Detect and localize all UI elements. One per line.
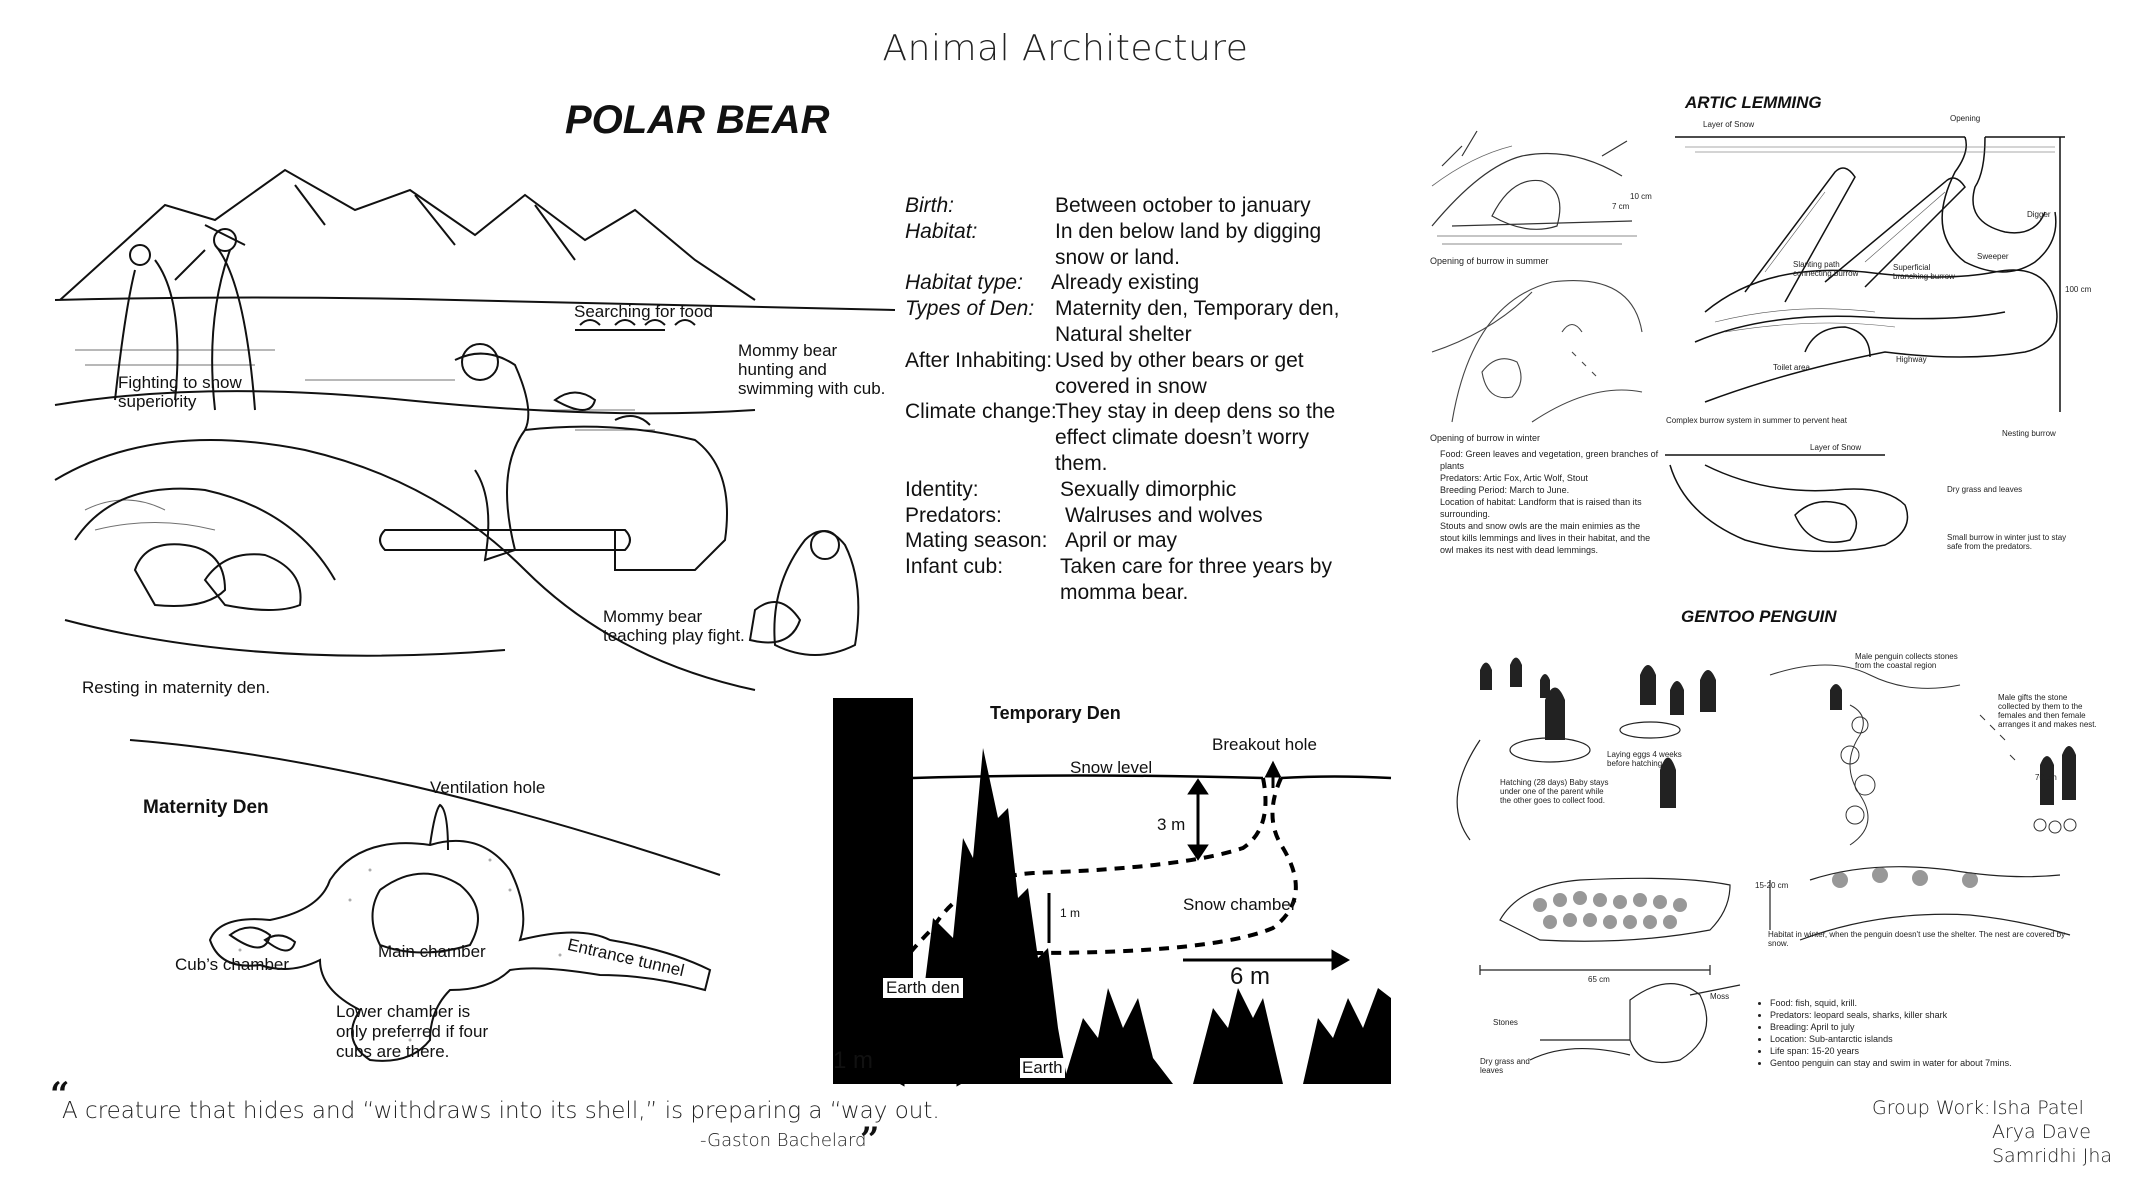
opening-label: Opening (1950, 114, 1981, 123)
fact-value: They stay in deep dens so the effect climate doesn’t worry them. (1055, 400, 1336, 475)
penguin-info-item: • Gentoo penguin can stay and swim in water for about 7mins. (1770, 1057, 2070, 1069)
width-6m-label: 6 m (1230, 963, 1271, 990)
cubs-chamber-label: Cub’s chamber (175, 955, 290, 974)
slanting-path-label: Slanting path connecting burrow (1793, 260, 1859, 278)
lemming-summer-illustration (1432, 126, 1647, 256)
lemming-winter-illustration (1432, 272, 1652, 432)
fact-key: Identity: (905, 477, 979, 501)
lemming-info-item: Breeding Period: March to June. (1440, 485, 1570, 495)
page-title: Animal Architecture (882, 28, 1249, 69)
penguin-info-item: • Life span: 15-20 years (1770, 1045, 2070, 1057)
nesting-burrow-label: Nesting burrow (2002, 429, 2056, 438)
dim-65cm-label: 65 cm (1588, 975, 1610, 984)
credit-name: Samridhi Jha (1992, 1145, 2113, 1167)
penguin-heading: GENTOO PENGUIN (1681, 607, 1837, 626)
collects-stones-label: Male penguin collects stones from the coastal region (1855, 652, 1958, 670)
credit-name: Isha Patel (1992, 1097, 2084, 1119)
snow-level-label: Snow level (1070, 758, 1153, 777)
entrance-tunnel-label: Entrance tunnel (565, 935, 687, 981)
fact-value: Already existing (1051, 271, 1200, 295)
layer-snow-label: Layer of Snow (1703, 120, 1755, 129)
penguin-colony-illustration (1440, 640, 1770, 840)
temporary-den-illustration (833, 698, 1391, 1084)
quote-open-mark: “ (50, 1075, 70, 1115)
gifts-stones-label: Male gifts the stone collected by them to the females and then female arranges it and makes nest. (1998, 693, 2097, 729)
credit-name: Arya Dave (1992, 1121, 2091, 1143)
lemming-winter-burrow-illustration (1665, 445, 1955, 560)
fact-value: Walruses and wolves (1065, 503, 1263, 527)
dim-7cm-label: 7 cm (1612, 202, 1630, 211)
fact-row (905, 270, 1365, 296)
penguin-info-item: • Predators: leopard seals, sharks, killer shark (1770, 1009, 2070, 1021)
dry-grass-label: Dry grass and leaves (1947, 485, 2023, 494)
depth-1m-label: 1 m (1060, 906, 1081, 920)
earth-label: Earth (1022, 1058, 1063, 1077)
fact-row (905, 554, 1365, 606)
fact-key: Habitat type: (905, 271, 1023, 295)
polar-bear-scene-illustration (55, 150, 895, 710)
fact-key: Infant cub: (905, 555, 1004, 579)
lemming-info-item: Location of habitat: Landform that is raised than its surrounding. (1440, 497, 1642, 519)
fact-value: Maternity den, Temporary den, Natural shelter (1055, 297, 1340, 346)
mommy-hunting-label: Mommy bear hunting and swimming with cub. (738, 341, 886, 398)
teaching-label: Mommy bear teaching play fight. (603, 607, 745, 645)
fact-key: Climate change: (905, 400, 1057, 424)
width-1m-label: 1 m (833, 1047, 874, 1074)
searching-food-label: Searching for food (574, 302, 713, 321)
digger-label: Digger (2027, 210, 2051, 219)
resting-label: Resting in maternity den. (82, 678, 271, 697)
lower-chamber-label: Lower chamber is only preferred if four cubs are there. (336, 1002, 489, 1061)
fact-row (905, 528, 1365, 554)
polar-bear-facts (905, 193, 1365, 606)
summer-burrow-label: Opening of burrow in summer (1430, 256, 1549, 266)
highway-label: Highway (1896, 355, 1927, 364)
quote-text: A creature that hides and “withdraws into its shell,” is preparing a “way out. (62, 1098, 940, 1124)
quote-author: -Gaston Bachelard (700, 1130, 867, 1151)
small-burrow-label: Small burrow in winter just to stay safe from the predators. (1947, 533, 2067, 551)
laying-eggs-label: Laying eggs 4 weeks before hatching (1607, 750, 1682, 768)
winter-habitat-label: Habitat in winter, when the penguin doesn't use the shelter. The nest are covered by snow. (1768, 930, 2066, 948)
fact-value: Taken care for three years by momma bear. (1060, 555, 1332, 604)
lemming-info (1440, 448, 1660, 556)
grass-label: Dry grass and leaves (1480, 1057, 1530, 1075)
fact-value: Between october to january (1055, 194, 1311, 217)
penguin-info-item: • Breading: April to july (1770, 1021, 2070, 1033)
superficial-label: Superficial branching burrow (1893, 263, 1955, 281)
winter-burrow-label: Opening of burrow in winter (1430, 433, 1541, 443)
fact-row (905, 477, 1365, 503)
earth-den-label: Earth den (883, 978, 963, 998)
breakout-hole-label: Breakout hole (1212, 735, 1317, 754)
stones-label: Stones (1493, 1018, 1518, 1027)
fact-key: Types of Den: (905, 297, 1035, 321)
penguin-info-item: • Location: Sub-antarctic islands (1770, 1033, 2070, 1045)
quote-close-mark: ” (860, 1120, 880, 1160)
fact-row (905, 219, 1365, 271)
moss-label: Moss (1710, 992, 1730, 1001)
lemming-info-item: Stouts and snow owls are the main enimies as the stout kills lemmings and lives in their habitat, and the owl makes its nest with dead lemmings. (1440, 521, 1651, 555)
lemming-heading: ARTIC LEMMING (1685, 93, 1822, 112)
fact-row (905, 296, 1365, 348)
sweeper-label: Sweeper (1977, 252, 2009, 261)
fact-value: In den below land by digging snow or land. (1055, 219, 1322, 269)
snow-chamber-label: Snow chamber (1183, 895, 1297, 914)
dim-15-20cm-label: 15-20 cm (1755, 881, 1789, 890)
temporary-den-heading: Temporary Den (990, 703, 1121, 723)
dim-70cm-label: 70 cm (2035, 773, 2057, 782)
dim-10cm-label: 10 cm (1630, 192, 1652, 201)
fact-key: After Inhabiting: (905, 348, 1053, 372)
fact-value: Sexually dimorphic (1060, 477, 1237, 501)
fact-value: April or may (1065, 529, 1178, 553)
maternity-den-heading: Maternity Den (143, 797, 269, 818)
fact-row (905, 503, 1365, 529)
toilet-area-label: Toilet area (1773, 363, 1810, 372)
hatching-label: Hatching (28 days) Baby stays under one of the parent while the other goes to collect food. (1500, 778, 1609, 805)
polar-bear-heading: POLAR BEAR (565, 98, 830, 142)
complex-burrow-label: Complex burrow system in summer to pervent heat (1666, 416, 1847, 425)
fact-value: Used by other bears or get covered in snow (1055, 348, 1304, 398)
lemming-info-item: Predators: Artic Fox, Artic Wolf, Stout (1440, 473, 1588, 483)
fact-row (905, 348, 1365, 400)
fighting-label: Fighting to show superiority (118, 373, 242, 411)
fact-key: Predators: (905, 503, 1002, 527)
dim-100cm-label: 100 cm (2065, 285, 2092, 294)
fact-row (905, 399, 1365, 476)
credits-label: Group Work: (1872, 1097, 1991, 1119)
fact-key: Mating season: (905, 529, 1048, 553)
main-chamber-label: Main chamber (378, 942, 486, 961)
ventilation-label: Ventilation hole (430, 778, 546, 797)
penguin-stone-illustration (1770, 645, 2092, 845)
lemming-burrow-system-illustration (1665, 112, 2075, 442)
depth-3m-label: 3 m (1157, 815, 1186, 834)
penguin-info (1758, 997, 2070, 1069)
layer-snow2-label: Layer of Snow (1810, 443, 1862, 452)
fact-key: Habitat: (905, 219, 978, 243)
penguin-info-item: • Food: fish, squid, krill. (1770, 997, 2070, 1009)
fact-key: Birth: (905, 194, 955, 217)
fact-row (905, 193, 1365, 219)
lemming-info-item: Food: Green leaves and vegetation, green branches of plants (1440, 449, 1659, 471)
